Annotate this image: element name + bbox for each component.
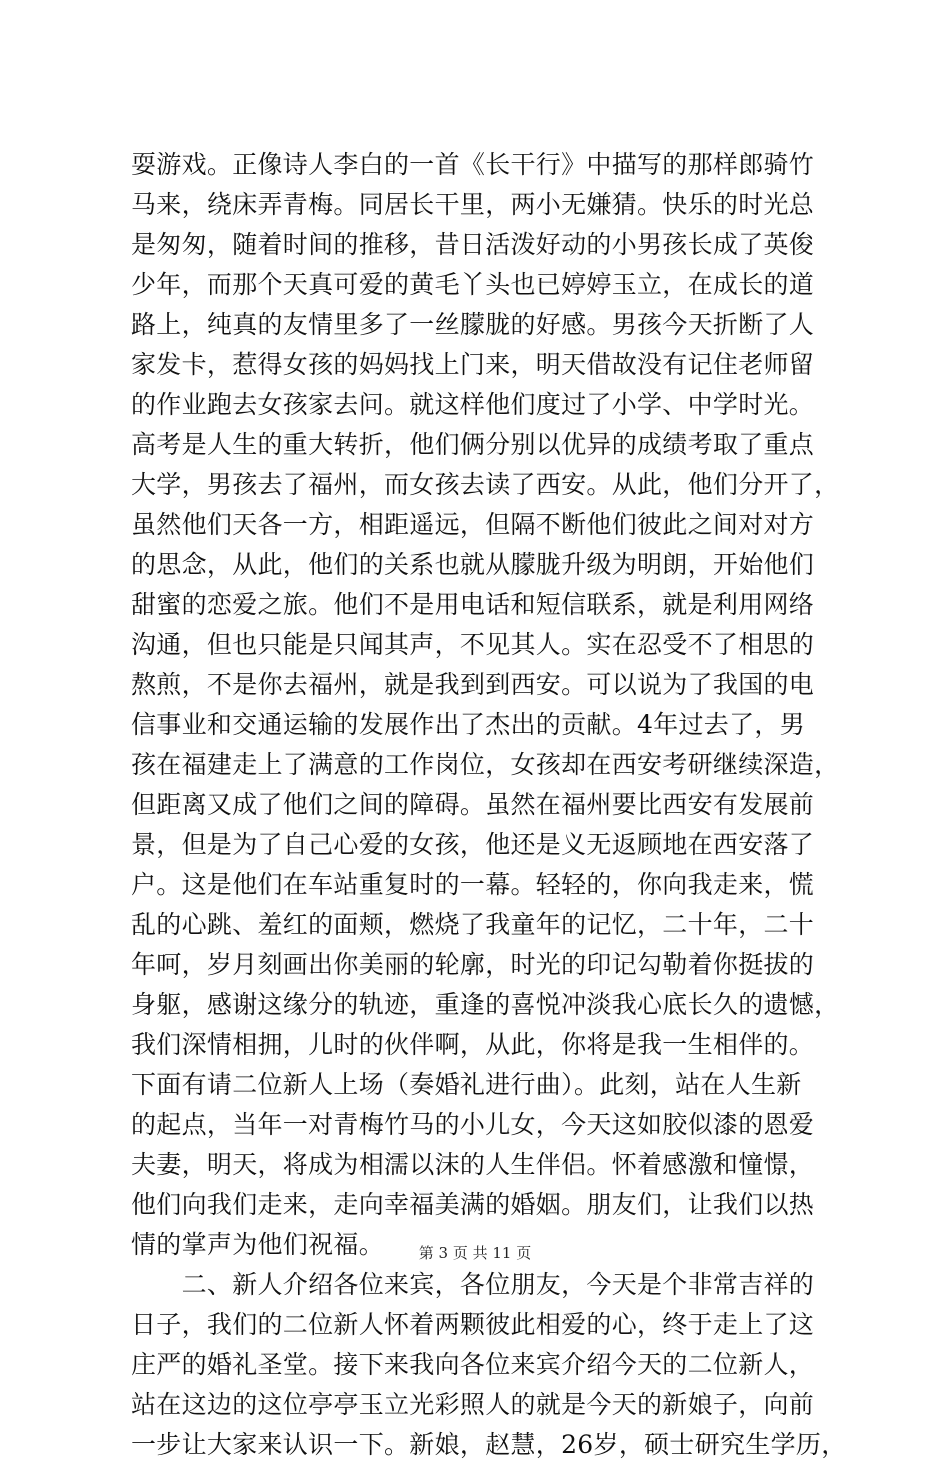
- text-line: 下面有请二位新人上场（奏婚礼进行曲）。此刻，站在人生新: [131, 1070, 802, 1099]
- text-line: 沟通，但也只能是只闻其声，不见其人。实在忍受不了相思的: [131, 630, 815, 659]
- text-line: 马来，绕床弄青梅。同居长干里，两小无嫌猜。快乐的时光总: [131, 190, 815, 219]
- text-line: 我们深情相拥，儿时的伙伴啊，从此，你将是我一生相伴的。: [131, 1030, 815, 1059]
- text-line: 年呵，岁月刻画出你美丽的轮廓，时光的印记勾勒着你挺拔的: [131, 950, 815, 979]
- text-line: 景，但是为了自己心爱的女孩，他还是义无返顾地在西安落了: [131, 830, 815, 859]
- text-line: 家发卡，惹得女孩的妈妈找上门来，明天借故没有记住老师留: [131, 350, 815, 379]
- text-line: 高考是人生的重大转折，他们俩分别以优异的成绩考取了重点: [131, 430, 815, 459]
- text-line: 信事业和交通运输的发展作出了杰出的贡献。4年过去了，男: [131, 710, 806, 739]
- text-line: 甜蜜的恋爱之旅。他们不是用电话和短信联系，就是利用网络: [131, 590, 815, 619]
- text-line: 夫妻，明天，将成为相濡以沫的人生伴侣。怀着感激和憧憬，: [131, 1150, 815, 1179]
- text-line: 一步让大家来认识一下。新娘，赵慧，26岁，硕士研究生学历，: [131, 1430, 847, 1459]
- text-line: 大学，男孩去了福州，而女孩去读了西安。从此，他们分开了，: [131, 470, 840, 499]
- text-line: 孩在福建走上了满意的工作岗位，女孩却在西安考研继续深造，: [131, 750, 840, 779]
- text-line: 户。这是他们在车站重复时的一幕。轻轻的，你向我走来，慌: [131, 870, 815, 899]
- text-line: 熬煎，不是你去福州，就是我到到西安。可以说为了我国的电: [131, 670, 815, 699]
- text-line: 乱的心跳、羞红的面颊，燃烧了我童年的记忆，二十年，二十: [131, 910, 815, 939]
- text-line: 情的掌声为他们祝福。: [131, 1230, 385, 1259]
- text-line: 站在这边的这位亭亭玉立光彩照人的就是今天的新娘子，向前: [131, 1390, 815, 1419]
- text-line: 的起点，当年一对青梅竹马的小儿女，今天这如胶似漆的恩爱: [131, 1110, 815, 1139]
- text-line: 但距离又成了他们之间的障碍。虽然在福州要比西安有发展前: [131, 790, 815, 819]
- text-line: 耍游戏。正像诗人李白的一首《长干行》中描写的那样郎骑竹: [131, 150, 815, 179]
- text-line: 身躯，感谢这缘分的轨迹，重逢的喜悦冲淡我心底长久的遗憾，: [131, 990, 840, 1019]
- page-number-footer: 第 3 页 共 11 页: [418, 1244, 532, 1262]
- text-line: 庄严的婚礼圣堂。接下来我向各位来宾介绍今天的二位新人，: [131, 1350, 815, 1379]
- text-line: 的思念，从此，他们的关系也就从朦胧升级为明朗，开始他们: [131, 550, 815, 579]
- text-line: 是匆匆，随着时间的推移，昔日活泼好动的小男孩长成了英俊: [131, 230, 815, 259]
- text-line: 的作业跑去女孩家去问。就这样他们度过了小学、中学时光。: [131, 390, 815, 419]
- text-line: 日子，我们的二位新人怀着两颗彼此相爱的心，终于走上了这: [131, 1310, 815, 1339]
- text-line: 少年，而那个天真可爱的黄毛丫头也已婷婷玉立，在成长的道: [131, 270, 815, 299]
- text-line: 他们向我们走来，走向幸福美满的婚姻。朋友们，让我们以热: [131, 1190, 815, 1219]
- text-line: 二、新人介绍各位来宾，各位朋友，今天是个非常吉祥的: [131, 1270, 815, 1299]
- text-line: 虽然他们天各一方，相距遥远，但隔不断他们彼此之间对对方: [131, 510, 815, 539]
- body-text: [131, 145, 847, 1465]
- text-line: 路上，纯真的友情里多了一丝朦胧的好感。男孩今天折断了人: [131, 310, 815, 339]
